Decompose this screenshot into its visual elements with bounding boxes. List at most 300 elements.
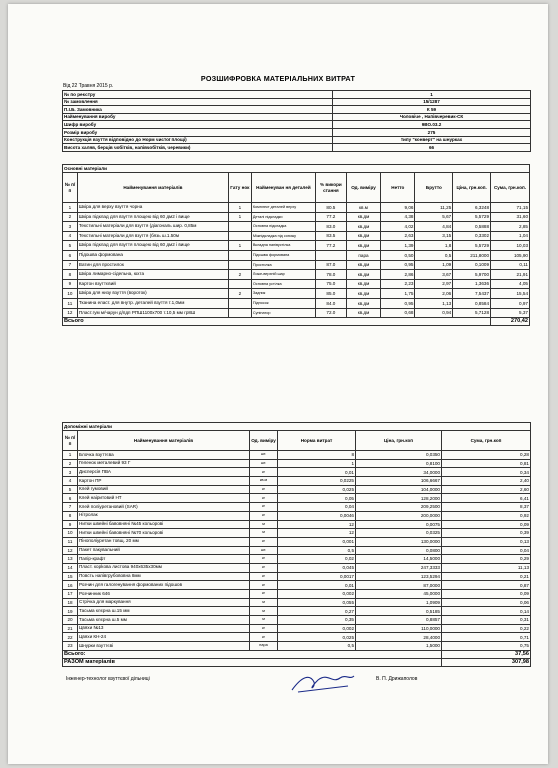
material-name: Цвяхи КН-24 — [78, 633, 250, 642]
price-value: 1,5000 — [356, 642, 442, 651]
grade — [228, 231, 251, 241]
row-number: 5 — [63, 241, 78, 251]
aux-col-sum: Сума, грн.коп — [442, 431, 531, 451]
price-value: 0,0350 — [356, 451, 442, 460]
gross-value: 0,94 — [415, 308, 453, 318]
row-number: 8 — [63, 270, 78, 280]
unit: кг — [250, 590, 278, 599]
info-row — [63, 128, 531, 136]
sum-value: 0,81 — [442, 459, 531, 468]
table-row — [63, 633, 531, 642]
row-number: 9 — [63, 520, 78, 529]
material-name: Підошва формована — [77, 250, 228, 260]
table-row — [63, 231, 530, 241]
usage-percent: 87.0 — [315, 260, 346, 270]
unit: кг — [250, 468, 278, 477]
sum-value: 0,31 — [442, 616, 531, 625]
sum-value: 5,37 — [491, 308, 530, 318]
unit: кв.дм — [346, 260, 380, 270]
material-name: Пласт. корkова листова 940х635х30мм — [78, 563, 250, 572]
part-name: Вкладна напівустілка — [251, 241, 315, 251]
info-label: Найменування виробу — [63, 113, 333, 121]
unit: шт. — [250, 459, 278, 468]
material-name: Геленок металевий 93 Г — [78, 459, 250, 468]
unit: кг — [250, 572, 278, 581]
sum-value: 0,04 — [442, 546, 531, 555]
material-name: Цвяхи №13 — [78, 624, 250, 633]
sum-value: 0,21 — [442, 572, 531, 581]
sum-value: 0,06 — [442, 598, 531, 607]
norm-value: 0,002 — [278, 590, 356, 599]
sum-value: 8,37 — [442, 503, 531, 512]
order-info-table — [62, 90, 531, 152]
norm-value: 0,055 — [278, 598, 356, 607]
grade: 1 — [228, 212, 251, 222]
row-number: 8 — [63, 511, 78, 520]
part-name: Основна устілка — [251, 279, 315, 289]
document-title: РОЗШИФРОВКА МАТЕРІАЛЬНИХ ВИТРАТ — [200, 74, 356, 83]
row-number: 22 — [63, 633, 78, 642]
material-name: Тканина еласт. для внутр. деталей взуття т.1,0мм — [77, 298, 228, 308]
norm-value: 0,025 — [278, 485, 356, 494]
aux-total-label: Всього: — [63, 650, 442, 658]
row-number: 19 — [63, 607, 78, 616]
net-value: 2,63 — [381, 231, 415, 241]
table-row — [63, 624, 531, 633]
material-name: Розчин для галогенування формованих підошов — [78, 581, 250, 590]
gross-value: 2,97 — [415, 279, 453, 289]
footer-signer: В. П. Дрижаполов — [376, 676, 418, 682]
sum-value: 2,85 — [491, 222, 530, 232]
info-value: 1 — [333, 91, 531, 99]
gross-value: 1,09 — [415, 260, 453, 270]
col-price: Ціна, грн.коп. — [453, 173, 491, 203]
part-name: Супінатор — [251, 308, 315, 318]
sum-value: 0,14 — [442, 607, 531, 616]
price-value: 104,0000 — [356, 485, 442, 494]
grade — [228, 250, 251, 260]
sum-value: 105,90 — [491, 250, 530, 260]
norm-value: 0,0017 — [278, 572, 356, 581]
gross-value: 4,84 — [415, 222, 453, 232]
price-value: 14,5000 — [356, 555, 442, 564]
table-row — [63, 590, 531, 599]
norm-value: 0,02 — [278, 555, 356, 564]
grade: 1 — [228, 241, 251, 251]
info-value: 275 — [333, 128, 531, 136]
row-number: 12 — [63, 546, 78, 555]
info-row — [63, 91, 531, 99]
usage-percent: 77.2 — [315, 241, 346, 251]
info-value: К 59 — [333, 106, 531, 114]
row-number: 6 — [63, 250, 78, 260]
unit: пара — [250, 642, 278, 651]
info-row — [63, 121, 531, 129]
price-value: 6,3248 — [453, 203, 491, 213]
material-name: Тасьма клєрна ш.5 мм — [78, 616, 250, 625]
price-value: 5,5729 — [453, 212, 491, 222]
info-value: типу "конверт" на шнурках — [333, 136, 531, 144]
row-number: 9 — [63, 279, 78, 289]
usage-percent: 78.0 — [315, 270, 346, 280]
row-number: 4 — [63, 477, 78, 486]
main-section-title: Основні матеріали — [63, 165, 530, 173]
net-value: 1,39 — [381, 241, 415, 251]
price-value: 123,5294 — [356, 572, 442, 581]
unit: кг — [250, 503, 278, 512]
table-row — [63, 241, 530, 251]
net-value: 9,06 — [381, 203, 415, 213]
net-value: 0,50 — [381, 250, 415, 260]
material-name: Шнурки взуттєві — [78, 642, 250, 651]
material-name: Текстильні матеріали для взуття (діагональ шир. 0,85м — [77, 222, 228, 232]
col-part: Найменуван ня деталей — [251, 173, 315, 203]
material-name: Стрічка для маркування — [78, 598, 250, 607]
unit: м — [250, 529, 278, 538]
sum-value: 2,60 — [442, 485, 531, 494]
info-label: Розмір виробу — [63, 128, 333, 136]
row-number: 3 — [63, 468, 78, 477]
table-row — [63, 270, 530, 280]
info-row — [63, 144, 531, 152]
gross-value: 3,67 — [415, 270, 453, 280]
price-value: 87,0000 — [356, 581, 442, 590]
material-name: Нитки швейні бавовняні №70 кольорові — [78, 529, 250, 538]
unit: пара — [346, 250, 380, 260]
table-row — [63, 529, 531, 538]
material-name: Папір-крафт — [78, 555, 250, 564]
grade — [228, 298, 251, 308]
material-name: Блочка взуттєва — [78, 451, 250, 460]
sum-value: 0,11 — [491, 260, 530, 270]
gross-value: 1,8 — [415, 241, 453, 251]
material-name: Картон взуттєвий — [77, 279, 228, 289]
sum-value: 1,04 — [491, 231, 530, 241]
info-label: Шифр виробу — [63, 121, 333, 129]
sum-value: 31,60 — [491, 212, 530, 222]
material-name: Повсть напівгрубововна 8мм — [78, 572, 250, 581]
price-value: 1,0909 — [356, 598, 442, 607]
main-total-label: Всього — [63, 318, 491, 326]
part-name: Ложе-верхній шар — [251, 270, 315, 280]
material-name: Пінополіуретан товщ. 20 мм — [78, 537, 250, 546]
unit: кв.дм — [346, 212, 380, 222]
table-row — [63, 572, 531, 581]
row-number: 11 — [63, 537, 78, 546]
row-number: 5 — [63, 485, 78, 494]
col-unit: Од. виміру — [346, 173, 380, 203]
info-value: Чоловіче , Напівчеревик-СК — [333, 113, 531, 121]
aux-col-price: Ціна, грн.коп — [356, 431, 442, 451]
unit: м — [250, 598, 278, 607]
table-row — [63, 451, 531, 460]
row-number: 15 — [63, 572, 78, 581]
price-value: 0,0325 — [356, 529, 442, 538]
unit: м — [250, 616, 278, 625]
info-row — [63, 106, 531, 114]
material-name: Шкіра для низу взуття (вороток) — [77, 289, 228, 299]
grand-total-value: 307,98 — [442, 658, 531, 666]
price-value: 45,0000 — [356, 590, 442, 599]
unit: кв.дм — [346, 231, 380, 241]
sum-value: 4,05 — [491, 279, 530, 289]
norm-value: 0,5 — [278, 642, 356, 651]
aux-col-num: № п/п — [63, 431, 78, 451]
col-gat: Гату нок — [228, 173, 251, 203]
grade — [228, 260, 251, 270]
price-value: 247,3333 — [356, 563, 442, 572]
gross-value: 1,13 — [415, 298, 453, 308]
sum-value: 0,28 — [442, 451, 531, 460]
usage-percent — [315, 250, 346, 260]
sum-value: 15,54 — [491, 289, 530, 299]
table-row — [63, 212, 530, 222]
unit: кв.дм — [346, 298, 380, 308]
sum-value: 0,97 — [491, 298, 530, 308]
info-label: № по реєстру — [63, 91, 333, 99]
table-row — [63, 555, 531, 564]
table-row — [63, 511, 531, 520]
gross-value: 5,67 — [415, 212, 453, 222]
gross-value: 2,06 — [415, 289, 453, 299]
material-name: Текстильні матеріали для взуття (бязь ш.1.50м — [77, 231, 228, 241]
table-row — [63, 308, 530, 318]
aux-col-unit: Од. виміру — [250, 431, 278, 451]
main-materials-table — [62, 164, 530, 326]
table-row — [63, 598, 531, 607]
unit: м — [250, 607, 278, 616]
row-number: 2 — [63, 459, 78, 468]
table-row — [63, 203, 530, 213]
col-gross: Брутто — [415, 173, 453, 203]
norm-value: 0,01 — [278, 581, 356, 590]
part-name: Деталі підкладки — [251, 212, 315, 222]
norm-value: 0,05 — [278, 494, 356, 503]
net-value: 2,86 — [381, 270, 415, 280]
sum-value: 71,15 — [491, 203, 530, 213]
price-value: 0,8857 — [356, 616, 442, 625]
row-number: 2 — [63, 212, 78, 222]
norm-value: 0,045 — [278, 563, 356, 572]
norm-value: 0,01 — [278, 468, 356, 477]
aux-total-value: 37,56 — [442, 650, 531, 658]
table-row — [63, 468, 531, 477]
material-name: Розчинник 646 — [78, 590, 250, 599]
aux-section-title: Допоміжні матеріали — [63, 423, 531, 431]
row-number: 18 — [63, 598, 78, 607]
sum-value: 2,40 — [442, 477, 531, 486]
info-value: 9ВО.03.2 — [333, 121, 531, 129]
price-value: 130,0000 — [356, 537, 442, 546]
part-name: Підносок — [251, 298, 315, 308]
row-number: 6 — [63, 494, 78, 503]
info-label: Висота халяв, берців чобітків, напівчобітків, черевики) — [63, 144, 333, 152]
price-value: 0,8584 — [453, 298, 491, 308]
document-page — [8, 4, 548, 764]
unit: кг — [250, 581, 278, 590]
norm-value: 0,0225 — [278, 477, 356, 486]
unit: кв.дм — [346, 270, 380, 280]
material-name: Ватин для простилок — [77, 260, 228, 270]
price-value: 0,1009 — [453, 260, 491, 270]
material-name: Клей наіритовий НТ — [78, 494, 250, 503]
material-name: Дисперсія ПВА — [78, 468, 250, 477]
info-row — [63, 98, 531, 106]
usage-percent: 72.0 — [315, 308, 346, 318]
unit: кг — [250, 624, 278, 633]
price-value: 0,0800 — [356, 546, 442, 555]
col-sum: Сума, грн.коп. — [491, 173, 530, 203]
table-row — [63, 563, 531, 572]
row-number: 1 — [63, 203, 78, 213]
norm-value: 0,35 — [278, 616, 356, 625]
part-name: Основна підкладка — [251, 222, 315, 232]
table-row — [63, 537, 531, 546]
sum-value: 0,22 — [442, 624, 531, 633]
sum-value: 0,09 — [442, 590, 531, 599]
norm-value: 0,04 — [278, 503, 356, 512]
price-value: 209,2500 — [356, 503, 442, 512]
sum-value: 0,92 — [442, 511, 531, 520]
price-value: 34,0000 — [356, 468, 442, 477]
info-label: № замовлення — [63, 98, 333, 106]
row-number: 16 — [63, 581, 78, 590]
norm-value: 12 — [278, 529, 356, 538]
norm-value: 0,5 — [278, 546, 356, 555]
table-row — [63, 503, 531, 512]
price-value: 0,8100 — [356, 459, 442, 468]
row-number: 10 — [63, 529, 78, 538]
material-name: Шкіра підклад для взуття площею від 60 дм2 і вище — [77, 241, 228, 251]
col-pct: % викори стання — [315, 173, 346, 203]
part-name: Міжпідкладка під союзку — [251, 231, 315, 241]
table-row — [63, 222, 530, 232]
info-label: П.І.Б. Замовника — [63, 106, 333, 114]
material-name: Клей гумовий — [78, 485, 250, 494]
norm-value: 0,27 — [278, 607, 356, 616]
table-row — [63, 520, 531, 529]
norm-value: 0,001 — [278, 537, 356, 546]
gross-value: 0,5 — [415, 250, 453, 260]
table-row — [63, 607, 531, 616]
usage-percent: 85.0 — [315, 289, 346, 299]
unit: кг — [250, 633, 278, 642]
sum-value: 0,71 — [442, 633, 531, 642]
row-number: 12 — [63, 308, 78, 318]
norm-value: 12 — [278, 520, 356, 529]
part-name: Підошва формована — [251, 250, 315, 260]
row-number: 10 — [63, 289, 78, 299]
net-value: 1,75 — [381, 289, 415, 299]
part-name: Комплект деталей верху — [251, 203, 315, 213]
price-value: 0,5185 — [356, 607, 442, 616]
row-number: 21 — [63, 624, 78, 633]
aux-col-norm: Норма витрат — [278, 431, 356, 451]
grade: 1 — [228, 203, 251, 213]
usage-percent: 84.0 — [315, 298, 346, 308]
material-name: Шкіра лимарно-сідельна, юхта — [77, 270, 228, 280]
document-date: Від 22 Травня 2015 р. — [63, 83, 114, 89]
unit: кг — [250, 511, 278, 520]
info-value: 66 — [333, 144, 531, 152]
unit: кг — [250, 485, 278, 494]
norm-value: 8 — [278, 451, 356, 460]
grade: 2 — [228, 289, 251, 299]
price-value: 0,3302 — [453, 231, 491, 241]
main-total-value: 270,42 — [491, 318, 530, 326]
col-net: Нетто — [381, 173, 415, 203]
row-number: 11 — [63, 298, 78, 308]
unit: кг — [250, 563, 278, 572]
price-value: 128,2000 — [356, 494, 442, 503]
unit: шт. — [250, 451, 278, 460]
row-number: 23 — [63, 642, 78, 651]
table-row — [63, 250, 530, 260]
sum-value: 11,13 — [442, 563, 531, 572]
material-name: Пласт.гум м/чарун д/пдп РПШ1100х700 т.10,5 мм гр8Ш — [77, 308, 228, 318]
unit: кв.м — [346, 203, 380, 213]
material-name: Нитки швейні бавовняні №45 кольорові — [78, 520, 250, 529]
material-name: Пакет пакувальний — [78, 546, 250, 555]
table-row — [63, 477, 531, 486]
price-value: 0,0075 — [356, 520, 442, 529]
signature-mark — [288, 670, 358, 696]
row-number: 7 — [63, 503, 78, 512]
unit: м — [250, 520, 278, 529]
material-name: Шкіра для верху взуття чорна — [77, 203, 228, 213]
sum-value: 0,29 — [442, 555, 531, 564]
material-name: Картон ПР — [78, 477, 250, 486]
grade: 2 — [228, 270, 251, 280]
row-number: 3 — [63, 222, 78, 232]
price-value: 211,8000 — [453, 250, 491, 260]
unit: кв.дм — [346, 308, 380, 318]
price-value: 110,0000 — [356, 624, 442, 633]
table-row — [63, 298, 530, 308]
usage-percent: 83.0 — [315, 222, 346, 232]
aux-materials-table — [62, 422, 531, 667]
info-value: 15/1287 — [333, 98, 531, 106]
unit: кв.дм — [346, 241, 380, 251]
sum-value: 0,75 — [442, 642, 531, 651]
price-value: 7,5437 — [453, 289, 491, 299]
grade — [228, 279, 251, 289]
usage-percent: 80.5 — [315, 203, 346, 213]
sum-value: 0,34 — [442, 468, 531, 477]
net-value: 4,02 — [381, 222, 415, 232]
table-row — [63, 616, 531, 625]
table-row — [63, 459, 531, 468]
unit: кг — [250, 494, 278, 503]
price-value: 5,9700 — [453, 270, 491, 280]
norm-value: 1 — [278, 459, 356, 468]
col-name: Найменування матеріалів — [77, 173, 228, 203]
sum-value: 0,39 — [442, 529, 531, 538]
grade — [228, 222, 251, 232]
unit: кг — [250, 555, 278, 564]
material-name: Клей поліуретановий (SAR) — [78, 503, 250, 512]
norm-value: 0,025 — [278, 633, 356, 642]
material-name: Тасьма клєрна ш.15 мм — [78, 607, 250, 616]
table-row — [63, 546, 531, 555]
net-value: 0,68 — [381, 308, 415, 318]
usage-percent: 83.5 — [315, 231, 346, 241]
material-name: Шкіра підклад для взуття площею від 60 дм2 і вище — [77, 212, 228, 222]
net-value: 4,38 — [381, 212, 415, 222]
sum-value: 6,41 — [442, 494, 531, 503]
price-value: 200,0000 — [356, 511, 442, 520]
price-value: 1,3636 — [453, 279, 491, 289]
